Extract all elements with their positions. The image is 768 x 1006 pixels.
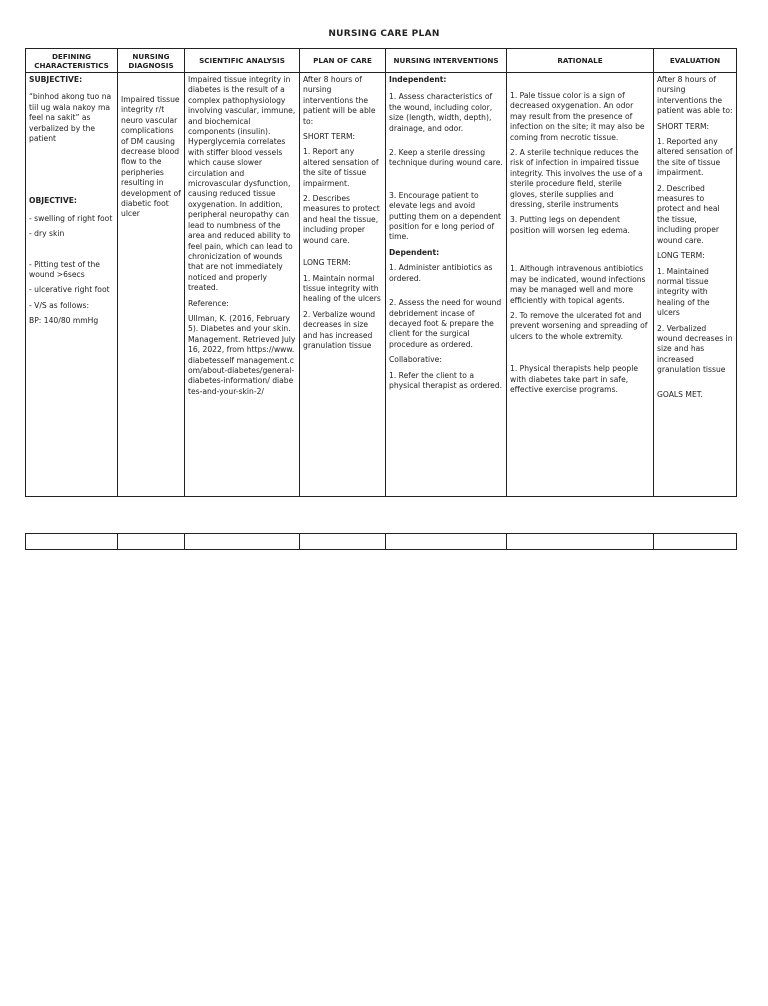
defining-cell [26,73,118,497]
header-diagnosis: NURSING DIAGNOSIS [118,49,185,73]
header-plan: PLAN OF CARE [300,49,386,73]
plan-long-item: 2. Verbalize wound decreases in size and has increased granulation tissue [303,309,376,350]
collaborative-label: Collaborative: [389,355,442,365]
plan-short-item: 2. Describes measures to protect and heal the tissue, including proper wound care. [303,194,380,245]
page-title: NURSING CARE PLAN [328,29,440,39]
rationale-item: 2. A sterile technique reduces the risk of infection in impaired tissue integrity. This involves the use of a sterile procedure field, sterile gloves, sterile supplies and dressing, sterile instruments [510,148,643,210]
independent-label: Independent: [389,75,447,84]
analysis-text: Impaired tissue integrity in diabetes is the result of a complex pathophysiology involving vascular, immune, and biochemical components (insulin). Hyperglycemia correlates with stiffer blood vessels which cause slower circulation and microvascular dysfunction, causing reduced tissue oxygenation. In addition, peripheral neuropathy can lead to numbness of the area and reduced ability to feel pain, which can lead to chronicization of wounds that are not immediately noticed and properly treated. [188,75,296,293]
header-interventions: NURSING INTERVENTIONS [386,49,507,73]
intervention-item: 1. Refer the client to a physical therapist as ordered. [389,370,503,390]
header-evaluation: EVALUATION [654,49,737,73]
evaluation-cell [654,73,737,497]
subjective-label: SUBJECTIVE: [29,75,83,84]
plan-short-item: 1. Report any altered sensation of the site of tissue impairment. [303,147,379,188]
intervention-item: 2. Assess the need for wound debridement incase of decayed foot & prepare the client for the surgical procedure as ordered. [389,298,502,349]
rationale-item: 3. Putting legs on dependent position will worsen leg edema. [510,215,630,235]
objective-item: - V/S as follows: [29,300,90,310]
evaluation-item: 2. Described measures to protect and heal the tissue, including proper wound care. [657,183,720,245]
empty-cell [185,534,300,550]
rationale-item: 1. Although intravenous antibiotics may be indicated, wound infections may be managed well and more efficiently with topical agents. [510,264,646,305]
intervention-item: 3. Encourage patient to elevate legs and avoid putting them on a dependent position for e long period of time. [389,190,502,242]
reference-text: Ullman, K. (2016, February 5). Diabetes and your skin. Management. Retrieved July 16, 2022, from https://www.diabetesself management.com/about-diabetes/general-diabetes-information/ diabetes-and-your-skin-2/ [188,313,296,396]
objective-item: BP: 140/80 mmHg [29,316,99,326]
content-row [26,73,737,497]
rationale-item: 2. To remove the ulcerated fot and prevent worsening and spreading of ulcers to the whole extremity. [510,310,648,341]
plan-cell [300,73,386,497]
plan-short-label: SHORT TERM: [303,132,356,142]
plan-intro: After 8 hours of nursing interventions the patient will be able to: [303,75,376,126]
header-analysis: SCIENTIFIC ANALYSIS [185,49,300,73]
intervention-item: 1. Administer antibiotics as ordered. [389,263,493,283]
header-rationale: RATIONALE [507,49,654,73]
goals-met: GOALS MET. [657,389,703,399]
empty-cell [386,534,507,550]
rationale-item: 1. Pale tissue color is a sign of decreased oxygenation. An odor may result from the presence of infection on the site; it may also be coming from necrotic tissue. [510,91,645,142]
diagnosis-cell [118,73,185,497]
objective-item: - ulcerative right foot [29,285,110,295]
evaluation-item: 1. Maintained normal tissue integrity with healing of the ulcers [657,266,710,318]
header-defining: DEFINING CHARACTERISTICS [26,49,118,73]
objective-item: - swelling of right foot [29,213,113,223]
empty-cell [118,534,185,550]
plan-long-item: 1. Maintain normal tissue integrity with healing of the ulcers [303,273,381,304]
empty-table-row [25,533,737,550]
table-row [26,534,737,550]
objective-label: OBJECTIVE: [29,196,77,206]
objective-item: - dry skin [29,229,65,239]
diagnosis-text: Impaired tissue integrity r/t neuro vascular complications of DM causing decrease blood flow to the peripheries resulting in development of diabetic foot ulcer [121,95,181,219]
intervention-item: 1. Assess characteristics of the wound, including color, size (length, width, depth), drainage, and odor. [389,92,493,133]
rationale-cell [507,73,654,497]
empty-cell [654,534,737,550]
subjective-text: “binhod akong tuo na tiil ug wala nakoy ma feel na sakit” as verbalized by the patient [29,92,112,144]
plan-long-label: LONG TERM: [303,258,351,268]
objective-item: - Pitting test of the wound >6secs [29,259,100,280]
empty-cell [26,534,118,550]
dependent-label: Dependent: [389,247,440,257]
empty-cell [507,534,654,550]
empty-cell [300,534,386,550]
analysis-cell [185,73,300,497]
intervention-item: 2. Keep a sterile dressing technique during wound care. [389,148,503,168]
header-row [26,49,737,73]
evaluation-long-label: LONG TERM: [657,251,705,261]
reference-label: Reference: [188,298,229,308]
evaluation-item: 1. Reported any altered sensation of the site of tissue impairment. [657,137,733,178]
evaluation-item: 2. Verbalized wound decreases in size and has increased granulation tissue [657,323,733,375]
evaluation-intro: After 8 hours of nursing interventions the patient was able to: [657,75,733,116]
interventions-cell [386,73,507,497]
evaluation-short-label: SHORT TERM: [657,121,710,131]
rationale-item: 1. Physical therapists help people with diabetes take part in safe, effective exercise programs. [510,364,639,394]
care-plan-table [25,48,737,497]
